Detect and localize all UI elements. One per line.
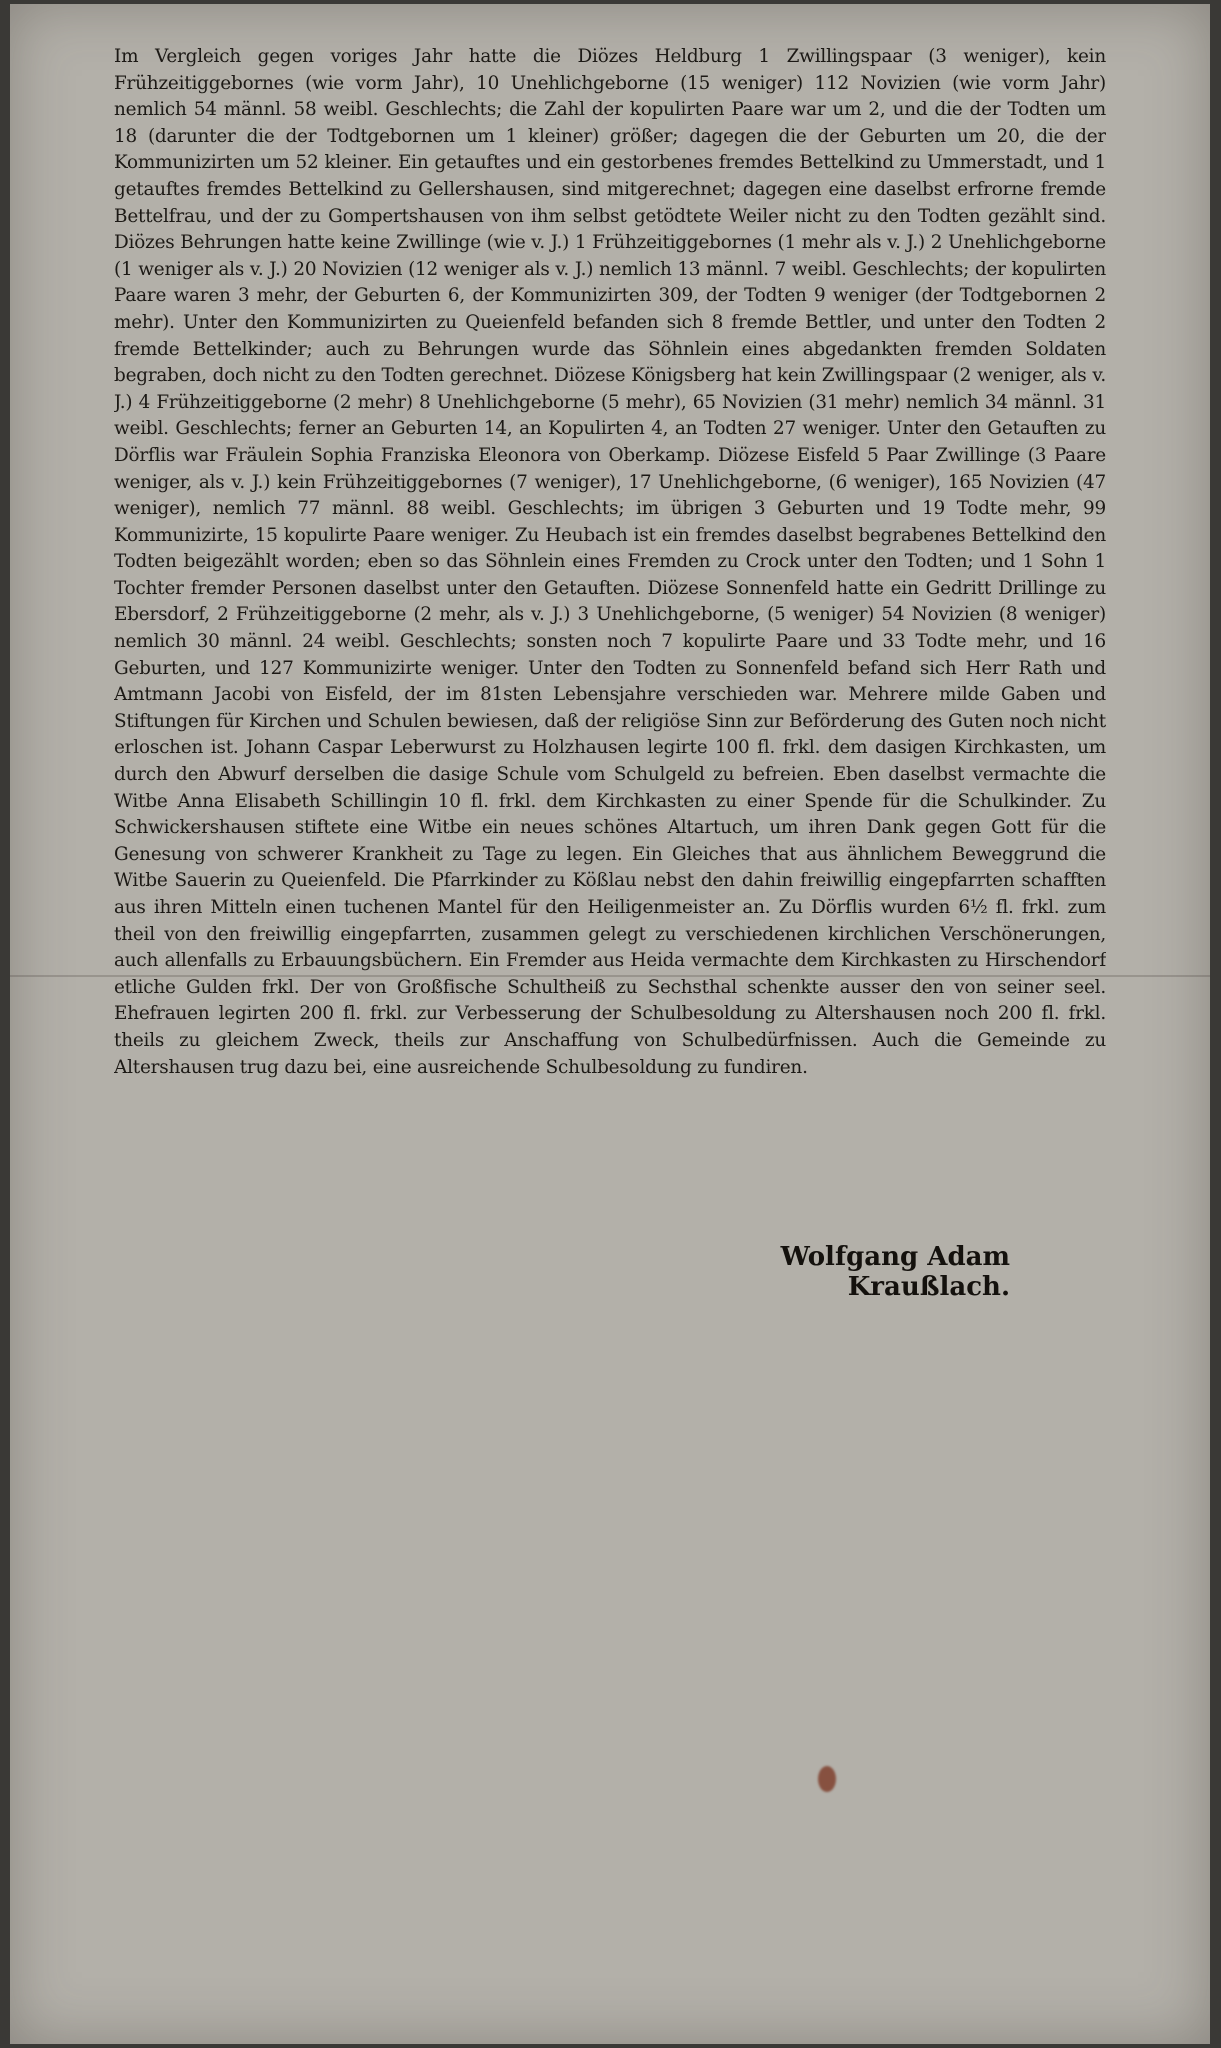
signature-line: Wolfgang Adam Kraußlach.	[780, 1242, 1010, 1302]
paragraph: Im Vergleich gegen voriges Jahr hatte die Diözes Heldburg 1 Zwillingspaar (3 weniger), kein Frühzeitiggebornes (wie vorm Jahr), 10 Unehlichgeborne (15 weniger) 112 Novizien (wie vorm Jahr) nemlich 54 männl. 58 weibl. Geschlechts; die Zahl der kopulirten Paare war um 2, und die der Todten um 18 (darunter die der Todtgebornen um 1 kleiner) größer; dagegen die der Geburten um 20, die der Kommunizirten um 52 kleiner. Ein getauftes und ein gestorbenes fremdes Bettelkind zu Ummerstadt, und 1 getauftes fremdes Bettelkind zu Gellershausen, sind mitgerechnet; dagegen eine daselbst erfrorne fremde Bettelfrau, und der zu Gompertshausen von ihm selbst getödtete Weiler nicht zu den Todten gezählt sind. Diözes Behrungen hatte keine Zwillinge (wie v. J.) 1 Frühzeitiggebornes (1 mehr als v. J.) 2 Unehlichgeborne (1 weniger als v. J.) 20 Novizien (12 weniger als v. J.) nemlich 13 männl. 7 weibl. Geschlechts; der kopulirten Paare waren 3 mehr, der Geburten 6, der Kommunizirten 309, der Todten 9 weniger (der Todtgebornen 2 mehr). Unter den Kommunizirten zu Queienfeld befanden sich 8 fremde Bettler, und unter den Todten 2 fremde Bettelkinder; auch zu Behrungen wurde das Söhnlein eines abgedankten fremden Soldaten begraben, doch nicht zu den Todten gerechnet. Diözese Königsberg hat kein Zwillingspaar (2 weniger, als v. J.) 4 Frühzeitiggeborne (2 mehr) 8 Unehlichgeborne (5 mehr), 65 Novizien (31 mehr) nemlich 34 männl. 31 weibl. Geschlechts; ferner an Geburten 14, an Kopulirten 4, an Todten 27 weniger. Unter den Getauften zu Dörflis war Fräulein Sophia Franziska Eleonora von Oberkamp. Diözese Eisfeld 5 Paar Zwillinge (3 Paare weniger, als v. J.) kein Frühzeitiggebornes (7 weniger), 17 Unehlichgeborne, (6 weniger), 165 Novizien (47 weniger), nemlich 77 männl. 88 weibl. Geschlechts; im übrigen 3 Geburten und 19 Todte mehr, 99 Kommunizirte, 15 kopulirte Paare weniger. Zu Heubach ist ein fremdes daselbst begrabenes Bettelkind den Todten beigezählt worden; eben so das Söhnlein eines Fremden zu Crock unter den Todten; und 1 Sohn 1 Tochter fremder Personen daselbst unter den Getauften. Diözese Sonnenfeld hatte ein Gedritt Drillinge zu Ebersdorf, 2 Frühzeitiggeborne (2 mehr, als v. J.) 3 Unehlichgeborne, (5 weniger) 54 Novizien (8 weniger) nemlich 30 männl. 24 weibl. Geschlechts; sonsten noch 7 kopulirte Paare und 33 Todte mehr, und 16 Geburten, und 127 Kommunizirte weniger. Unter den Todten zu Sonnenfeld befand sich Herr Rath und Amtmann Jacobi von Eisfeld, der im 81sten Lebensjahre verschieden war. Mehrere milde Gaben und Stiftungen für Kirchen und Schulen bewiesen, daß der religiöse Sinn zur Beförderung des Guten noch nicht erloschen ist. Johann Caspar Leberwurst zu Holzhausen legirte 100 fl. frkl. dem dasigen Kirchkasten, um durch den Abwurf derselben die dasige Schule vom Schulgeld zu befreien. Eben daselbst vermachte die Witbe Anna Elisabeth Schillingin 10 fl. frkl. dem Kirchkasten zu einer Spende für die Schulkinder. Zu Schwickershausen stiftete eine Witbe ein neues schönes Altartuch, um ihren Dank gegen Gott für die Genesung von schwerer Krankheit zu Tage zu legen. Ein Gleiches that aus ähnlichem Beweggrund die Witbe Sauerin zu Queienfeld. Die Pfarrkinder zu Kößlau nebst den dahin freiwillig eingepfarrten schafften aus ihren Mitteln einen tuchenen Mantel für den Heiligenmeister an. Zu Dörflis wurden 6½ fl. frkl. zum theil von den freiwillig eingepfarrten, zusammen gelegt zu verschiedenen kirchlichen Verschönerungen, auch allenfalls zu Erbauungsbüchern. Ein Fremder aus Heida vermachte dem Kirchkasten zu Hirschendorf etliche Gulden frkl. Der von Großfische Schultheiß zu Sechsthal schenkte ausser den von seiner seel. Ehefrauen legirten 200 fl. frkl. zur Verbesserung der Schulbesoldung zu Altershausen noch 200 fl. frkl. theils zu gleichem Zweck, theils zur Anschaffung von Schulbedürfnissen. Auch die Gemeinde zu Altershausen trug dazu bei, eine ausreichende Schulbesoldung zu fundiren.	[114, 46, 1106, 1078]
document-body-text	[114, 44, 1106, 1184]
rust-stain	[818, 1766, 836, 1792]
